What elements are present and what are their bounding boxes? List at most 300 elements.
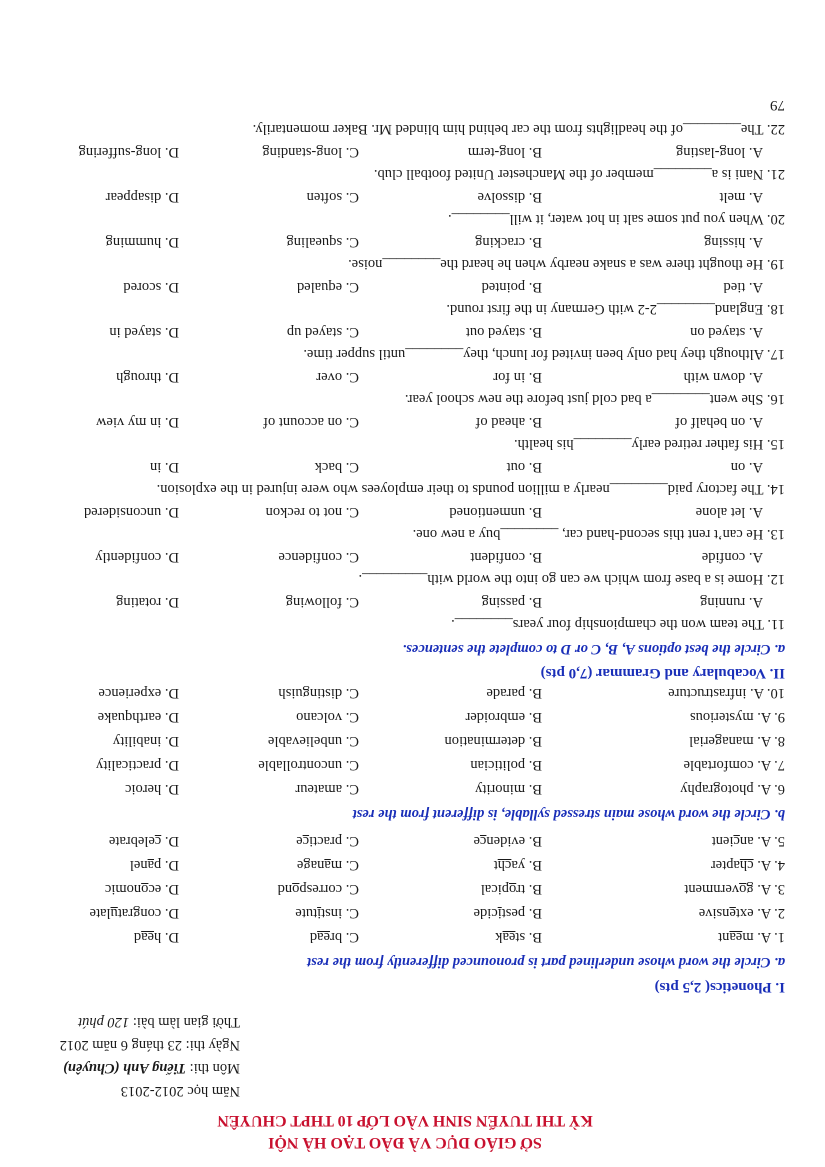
option-text: humming bbox=[105, 234, 162, 250]
options-row bbox=[0, 230, 825, 250]
word-part: congrat bbox=[117, 905, 162, 921]
option-letter: B. bbox=[525, 905, 542, 921]
word-part: d bbox=[133, 929, 142, 945]
option-b[interactable] bbox=[468, 143, 542, 160]
word-part: corresp bbox=[299, 881, 343, 897]
word-part: tute bbox=[295, 905, 318, 921]
option-letter: C. bbox=[342, 549, 359, 565]
word-part: nage bbox=[296, 857, 325, 873]
option-c[interactable] bbox=[307, 188, 359, 205]
option-letter: C. bbox=[342, 857, 359, 873]
option-letter: D. bbox=[161, 234, 179, 250]
option-text: uncontrollable bbox=[258, 757, 343, 773]
option-c[interactable] bbox=[262, 143, 359, 160]
option-letter: C. bbox=[342, 781, 359, 797]
option-text: through bbox=[116, 369, 162, 385]
option-text: in bbox=[149, 459, 162, 475]
option-letter: A. bbox=[746, 685, 765, 701]
option-text: soften bbox=[306, 189, 343, 205]
option-letter: A. bbox=[745, 144, 763, 160]
word-part: br bbox=[329, 929, 343, 945]
option-a[interactable] bbox=[712, 832, 785, 849]
option-letter: D. bbox=[161, 324, 179, 340]
option-letter: D. bbox=[161, 459, 179, 475]
option-letter: C. bbox=[342, 279, 359, 295]
question-row bbox=[0, 901, 825, 921]
option-letter: A. bbox=[745, 504, 763, 520]
option-text: long-lasting bbox=[675, 144, 746, 160]
question-text: 21. Nani is a________member of the Manchester United football club. bbox=[373, 166, 785, 182]
underlined-part: ea bbox=[141, 929, 155, 945]
option-c[interactable] bbox=[287, 323, 359, 340]
option-c[interactable] bbox=[316, 368, 359, 385]
question-row bbox=[0, 829, 825, 849]
option-d[interactable] bbox=[130, 856, 179, 873]
option-letter: B. bbox=[525, 189, 542, 205]
question-text: 16. She went________a bad cold just before the new school year. bbox=[404, 391, 785, 407]
option-letter: A. bbox=[753, 857, 772, 873]
option-b[interactable] bbox=[478, 188, 542, 205]
option-c[interactable] bbox=[297, 856, 359, 873]
underlined-part: o bbox=[739, 881, 747, 897]
question-text: 15. His father retired early________his health. bbox=[514, 436, 785, 452]
option-letter: C. bbox=[342, 504, 359, 520]
word-part: t bbox=[493, 857, 498, 873]
option-text: cracking bbox=[475, 234, 526, 250]
option-text: photography bbox=[680, 781, 754, 797]
option-c[interactable] bbox=[278, 684, 359, 701]
option-letter: A. bbox=[753, 709, 772, 725]
option-letter: A. bbox=[753, 757, 772, 773]
question-number: 7. bbox=[771, 757, 785, 773]
option-text: passing bbox=[481, 594, 526, 610]
option-letter: C. bbox=[342, 144, 359, 160]
option-text: rotating bbox=[116, 594, 162, 610]
option-letter: B. bbox=[525, 757, 542, 773]
option-d[interactable] bbox=[125, 780, 179, 797]
option-letter: B. bbox=[525, 833, 542, 849]
option-text: in for bbox=[493, 369, 526, 385]
option-a[interactable] bbox=[684, 368, 763, 385]
option-b[interactable] bbox=[465, 708, 542, 725]
option-b[interactable] bbox=[494, 856, 542, 873]
option-text: minority bbox=[475, 781, 526, 797]
word-part: nt bbox=[718, 929, 730, 945]
underlined-part: u bbox=[110, 905, 118, 921]
option-c[interactable] bbox=[263, 413, 359, 430]
option-text: amateur bbox=[295, 781, 343, 797]
option-d[interactable] bbox=[116, 368, 179, 385]
option-text: scored bbox=[123, 279, 162, 295]
word-part: apter bbox=[710, 857, 740, 873]
word-part: nomic bbox=[104, 881, 142, 897]
option-letter: D. bbox=[161, 549, 179, 565]
question-number: 2. bbox=[771, 905, 785, 921]
word-part: p bbox=[154, 857, 162, 873]
option-d[interactable] bbox=[116, 593, 179, 610]
option-d[interactable] bbox=[90, 904, 179, 921]
option-text: inability bbox=[112, 733, 162, 749]
option-text: infrastructure bbox=[668, 685, 747, 701]
option-a[interactable] bbox=[690, 323, 763, 340]
underlined-part: a bbox=[324, 857, 331, 873]
option-text: parade bbox=[486, 685, 526, 701]
word-part: ec bbox=[148, 881, 162, 897]
word-part: ient bbox=[711, 833, 734, 849]
option-c[interactable] bbox=[286, 593, 359, 610]
option-letter: C. bbox=[342, 733, 359, 749]
option-letter: B. bbox=[525, 369, 542, 385]
option-text: heroic bbox=[125, 781, 162, 797]
option-b[interactable] bbox=[470, 756, 542, 773]
question-text: 18. England________2-2 with Germany in the first round. bbox=[446, 301, 785, 317]
options-row bbox=[0, 590, 825, 610]
option-letter: C. bbox=[342, 929, 359, 945]
option-letter: D. bbox=[161, 781, 179, 797]
question-text: 20. When you put some salt in hot water, it will________. bbox=[447, 211, 785, 227]
option-d[interactable] bbox=[98, 684, 179, 701]
section-phonetics-title: I. Phonetics( 2,5 pts) bbox=[654, 979, 785, 995]
question-number: 9. bbox=[771, 709, 785, 725]
option-b[interactable] bbox=[481, 880, 542, 897]
option-letter: C. bbox=[342, 833, 359, 849]
option-a[interactable] bbox=[699, 904, 785, 921]
underlined-part: ea bbox=[502, 929, 516, 945]
option-c[interactable] bbox=[297, 278, 359, 295]
word-part: an bbox=[739, 833, 754, 849]
option-d[interactable] bbox=[79, 143, 179, 160]
word-part: late bbox=[89, 905, 111, 921]
option-letter: A. bbox=[753, 733, 772, 749]
option-a[interactable] bbox=[704, 233, 763, 250]
option-c[interactable] bbox=[266, 503, 359, 520]
option-letter: A. bbox=[745, 189, 763, 205]
option-a[interactable] bbox=[676, 143, 763, 160]
question-text: 12. Home is a base from which we can go into the world with_________. bbox=[358, 571, 785, 587]
option-text: tied bbox=[723, 279, 746, 295]
option-letter: B. bbox=[525, 459, 542, 475]
underlined-part: ch bbox=[497, 857, 512, 873]
section-vocabulary-title: II. Vocabulary and Grammar (7,0 pts) bbox=[540, 665, 785, 681]
word-part: m bbox=[742, 929, 754, 945]
option-letter: A. bbox=[753, 881, 772, 897]
option-b[interactable] bbox=[482, 593, 542, 610]
option-b[interactable] bbox=[493, 368, 542, 385]
word-part: g bbox=[746, 881, 754, 897]
option-c[interactable] bbox=[278, 880, 359, 897]
option-b[interactable] bbox=[507, 458, 542, 475]
question-row bbox=[0, 705, 825, 725]
question-row bbox=[0, 877, 825, 897]
option-a[interactable] bbox=[675, 413, 763, 430]
option-text: ahead of bbox=[475, 414, 526, 430]
option-text: unmentioned bbox=[449, 504, 526, 520]
options-row bbox=[0, 455, 825, 475]
question-number: 3. bbox=[771, 881, 785, 897]
option-c[interactable] bbox=[296, 708, 359, 725]
word-part: inst bbox=[321, 905, 343, 921]
option-a[interactable] bbox=[684, 756, 786, 773]
option-text: stayed up bbox=[286, 324, 343, 340]
option-text: long-term bbox=[467, 144, 526, 160]
option-b[interactable] bbox=[449, 503, 542, 520]
question-number: 10. bbox=[764, 685, 785, 701]
option-b[interactable] bbox=[445, 732, 542, 749]
question-text: 13. He can’t rent this second-hand car, ________buy a new one. bbox=[412, 526, 785, 542]
word-part: d bbox=[309, 929, 318, 945]
option-a[interactable] bbox=[689, 732, 785, 749]
word-part: nd bbox=[277, 881, 293, 897]
option-letter: B. bbox=[525, 929, 542, 945]
option-text: confide bbox=[701, 549, 746, 565]
instruction-stress: b. Circle the word whose main stressed syllable, is different from the rest bbox=[352, 806, 785, 822]
option-letter: D. bbox=[161, 757, 179, 773]
option-d[interactable] bbox=[109, 832, 179, 849]
question-text: 22. The________of the headlights from the car behind him blinded Mr. Baker momentarily. bbox=[252, 121, 785, 137]
option-d[interactable] bbox=[84, 503, 179, 520]
option-letter: B. bbox=[525, 733, 542, 749]
option-d[interactable] bbox=[150, 458, 179, 475]
question-text: 17. Although they had only been invited for lunch, they________until supper time. bbox=[303, 346, 785, 362]
option-letter: D. bbox=[161, 905, 179, 921]
option-text: practicality bbox=[96, 757, 162, 773]
option-a[interactable] bbox=[702, 548, 763, 565]
option-text: melt bbox=[719, 189, 746, 205]
option-c[interactable] bbox=[295, 780, 359, 797]
option-letter: D. bbox=[161, 369, 179, 385]
option-text: in my view bbox=[96, 414, 162, 430]
meta-duration: Thời gian làm bài: 120 phút bbox=[78, 1014, 240, 1030]
option-a[interactable] bbox=[724, 278, 763, 295]
option-letter: C. bbox=[342, 189, 359, 205]
underlined-part: ea bbox=[317, 929, 330, 945]
option-d[interactable] bbox=[105, 880, 179, 897]
option-letter: C. bbox=[342, 234, 359, 250]
option-letter: D. bbox=[161, 189, 179, 205]
option-letter: D. bbox=[161, 881, 179, 897]
option-letter: D. bbox=[161, 685, 179, 701]
option-c[interactable] bbox=[268, 732, 359, 749]
option-d[interactable] bbox=[96, 413, 179, 430]
word-part: k bbox=[495, 929, 503, 945]
option-text: on account of bbox=[263, 414, 343, 430]
underlined-part: i bbox=[317, 905, 322, 921]
underlined-part: o bbox=[141, 881, 149, 897]
option-b[interactable] bbox=[476, 413, 542, 430]
option-letter: A. bbox=[745, 549, 763, 565]
option-text: equaled bbox=[296, 279, 343, 295]
option-letter: D. bbox=[161, 279, 179, 295]
option-letter: B. bbox=[525, 504, 542, 520]
option-text: on behalf of bbox=[675, 414, 746, 430]
header-department: SỞ GIÁO DỤC VÀ ĐÀO TẠO HÀ NỘI bbox=[268, 1134, 542, 1151]
option-text: long-suffering bbox=[78, 144, 162, 160]
option-a[interactable] bbox=[680, 780, 785, 797]
option-c[interactable] bbox=[287, 233, 360, 250]
option-d[interactable] bbox=[123, 278, 179, 295]
option-text: mysterious bbox=[689, 709, 754, 725]
option-b[interactable] bbox=[474, 904, 542, 921]
option-letter: B. bbox=[525, 144, 542, 160]
option-letter: B. bbox=[525, 881, 542, 897]
meta-exam-date: Ngày thi: 23 tháng 6 năm 2012 bbox=[59, 1037, 240, 1053]
option-text: determination bbox=[444, 733, 526, 749]
options-row bbox=[0, 185, 825, 205]
option-text: embroider bbox=[465, 709, 526, 725]
option-letter: A. bbox=[753, 833, 772, 849]
option-c[interactable] bbox=[295, 904, 359, 921]
option-d[interactable] bbox=[96, 756, 179, 773]
option-a[interactable] bbox=[718, 928, 785, 945]
word-part: tr bbox=[516, 881, 526, 897]
option-d[interactable] bbox=[98, 708, 179, 725]
option-letter: A. bbox=[745, 414, 763, 430]
option-c[interactable] bbox=[278, 548, 359, 565]
option-text: experience bbox=[98, 685, 162, 701]
question-number: 5. bbox=[771, 833, 785, 849]
option-b[interactable] bbox=[482, 278, 542, 295]
options-row bbox=[0, 410, 825, 430]
option-letter: C. bbox=[342, 757, 359, 773]
option-c[interactable] bbox=[310, 928, 359, 945]
page-number: 79 bbox=[770, 97, 785, 113]
question-number: 8. bbox=[771, 733, 785, 749]
option-d[interactable] bbox=[113, 732, 179, 749]
option-letter: D. bbox=[161, 929, 179, 945]
word-part: cide bbox=[473, 905, 498, 921]
underlined-part: o bbox=[292, 881, 300, 897]
option-letter: B. bbox=[525, 857, 542, 873]
option-letter: A. bbox=[753, 781, 772, 797]
question-number: 6. bbox=[771, 781, 785, 797]
option-b[interactable] bbox=[475, 780, 542, 797]
option-letter: D. bbox=[161, 733, 179, 749]
option-a[interactable] bbox=[690, 708, 785, 725]
option-letter: C. bbox=[342, 685, 359, 701]
options-row bbox=[0, 500, 825, 520]
underlined-part: ea bbox=[729, 929, 743, 945]
option-text: earthquake bbox=[97, 709, 162, 725]
option-text: out bbox=[506, 459, 526, 475]
option-text: confidently bbox=[95, 549, 162, 565]
underlined-part: c bbox=[733, 833, 740, 849]
question-number: 4. bbox=[771, 857, 785, 873]
option-letter: A. bbox=[745, 234, 763, 250]
question-number: 1. bbox=[771, 929, 785, 945]
option-d[interactable] bbox=[109, 323, 179, 340]
word-part: e bbox=[473, 833, 480, 849]
option-a[interactable] bbox=[684, 880, 785, 897]
word-part: nel bbox=[129, 857, 148, 873]
option-d[interactable] bbox=[106, 233, 179, 250]
option-b[interactable] bbox=[470, 548, 542, 565]
option-letter: D. bbox=[161, 833, 179, 849]
option-a[interactable] bbox=[696, 503, 763, 520]
option-letter: B. bbox=[525, 414, 542, 430]
option-letter: C. bbox=[342, 459, 359, 475]
option-a[interactable] bbox=[711, 856, 785, 873]
option-text: managerial bbox=[689, 733, 754, 749]
option-letter: B. bbox=[525, 594, 542, 610]
option-text: stayed out bbox=[465, 324, 526, 340]
option-text: confidence bbox=[278, 549, 343, 565]
underlined-part: c bbox=[302, 833, 310, 849]
option-b[interactable] bbox=[466, 323, 542, 340]
options-row bbox=[0, 320, 825, 340]
option-text: not to reckon bbox=[265, 504, 343, 520]
option-d[interactable] bbox=[134, 928, 179, 945]
option-letter: D. bbox=[161, 857, 179, 873]
option-text: over bbox=[316, 369, 343, 385]
option-letter: D. bbox=[161, 709, 179, 725]
word-part: e bbox=[296, 833, 303, 849]
word-part: pest bbox=[501, 905, 526, 921]
underlined-part: a bbox=[147, 857, 155, 873]
question-row bbox=[0, 853, 825, 873]
option-a[interactable] bbox=[700, 593, 763, 610]
word-part: m bbox=[330, 857, 343, 873]
option-letter: D. bbox=[161, 144, 179, 160]
option-letter: D. bbox=[161, 504, 179, 520]
option-text: unbelievable bbox=[267, 733, 343, 749]
option-a[interactable] bbox=[731, 458, 763, 475]
option-d[interactable] bbox=[106, 188, 179, 205]
option-text: volcano bbox=[296, 709, 343, 725]
meta-school-year: Năm học 2012-2013 bbox=[120, 1083, 240, 1099]
option-a[interactable] bbox=[668, 684, 785, 701]
option-text: down with bbox=[683, 369, 746, 385]
option-letter: A. bbox=[753, 929, 772, 945]
option-b[interactable] bbox=[474, 832, 542, 849]
option-c[interactable] bbox=[258, 756, 359, 773]
option-text: squealing bbox=[286, 234, 343, 250]
option-text: back bbox=[314, 459, 343, 475]
question-row bbox=[0, 753, 825, 773]
option-letter: B. bbox=[525, 709, 542, 725]
underlined-part: i bbox=[497, 905, 502, 921]
word-part: ext bbox=[735, 905, 754, 921]
option-d[interactable] bbox=[95, 548, 179, 565]
option-letter: D. bbox=[161, 594, 179, 610]
option-c[interactable] bbox=[296, 832, 359, 849]
option-a[interactable] bbox=[719, 188, 763, 205]
question-row bbox=[0, 777, 825, 797]
option-letter: D. bbox=[161, 414, 179, 430]
word-part: elebrate bbox=[108, 833, 155, 849]
option-letter: A. bbox=[745, 594, 763, 610]
option-letter: C. bbox=[342, 594, 359, 610]
word-part: h bbox=[154, 929, 162, 945]
instruction-vocabulary: a. Circle the best options A, B, C or D to complete the sentences. bbox=[402, 641, 785, 657]
option-b[interactable] bbox=[486, 684, 542, 701]
option-letter: C. bbox=[342, 709, 359, 725]
option-text: let alone bbox=[695, 504, 746, 520]
option-b[interactable] bbox=[495, 928, 542, 945]
option-b[interactable] bbox=[475, 233, 542, 250]
option-text: stayed on bbox=[690, 324, 746, 340]
word-part: ya bbox=[511, 857, 526, 873]
word-part: eviden bbox=[486, 833, 526, 849]
option-text: following bbox=[285, 594, 343, 610]
underlined-part: o bbox=[508, 881, 517, 897]
question-row bbox=[0, 925, 825, 945]
underlined-part: ch bbox=[739, 857, 754, 873]
option-text: running bbox=[700, 594, 746, 610]
option-text: long-standing bbox=[262, 144, 343, 160]
option-c[interactable] bbox=[315, 458, 359, 475]
option-text: hissing bbox=[704, 234, 746, 250]
option-letter: A. bbox=[753, 905, 772, 921]
